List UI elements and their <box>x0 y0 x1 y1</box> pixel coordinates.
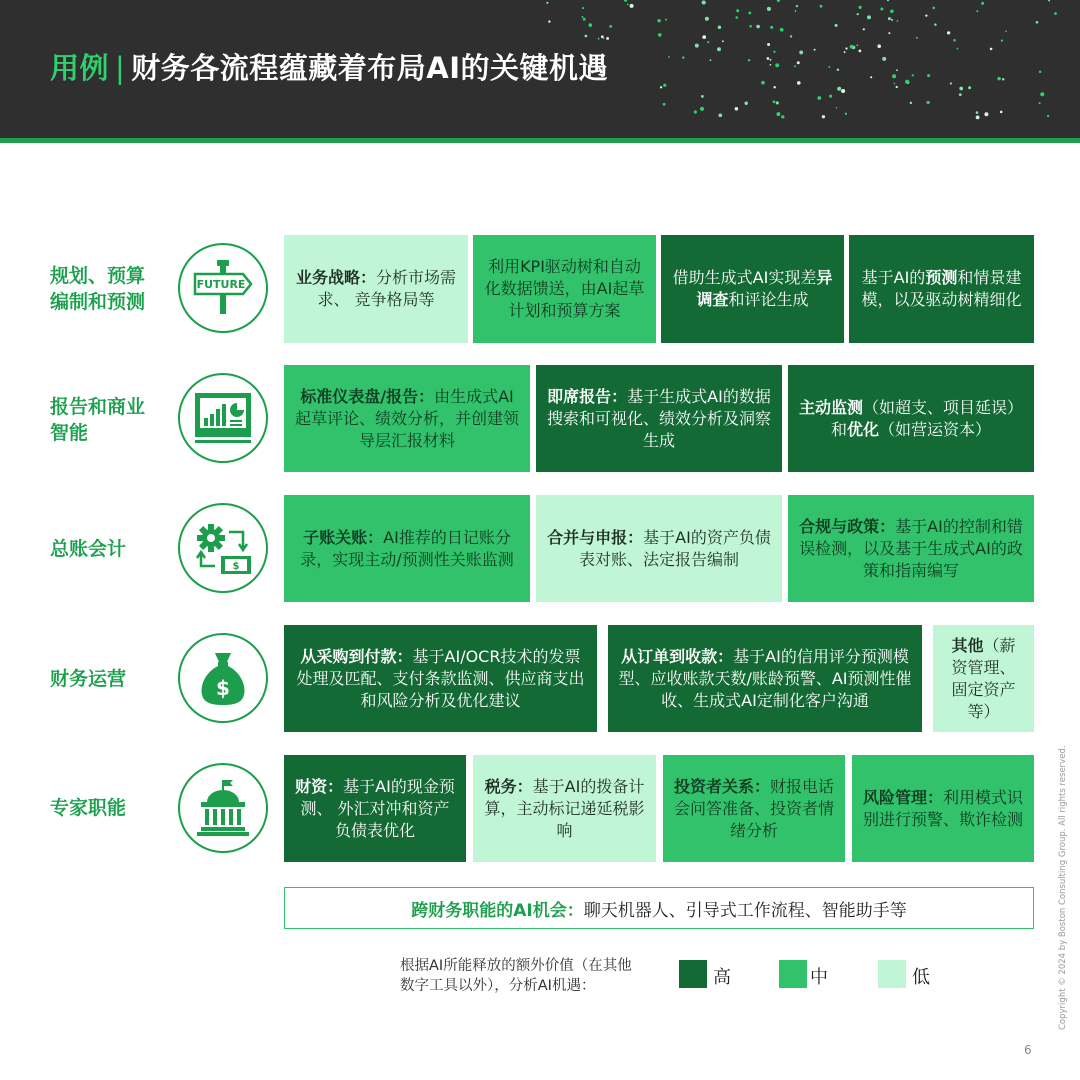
decor-dot <box>828 66 830 68</box>
decor-dot <box>624 0 627 2</box>
dashboard-report-icon <box>178 373 268 463</box>
decor-dot <box>836 107 838 109</box>
cross-functional-banner: 跨财务职能的AI机会：聊天机器人、引导式工作流程、智能助手等 <box>284 887 1034 929</box>
decor-dot <box>896 86 898 88</box>
decor-dot <box>748 59 750 61</box>
cell-adhoc-reporting: 即席报告：基于生成式AI的数据搜索和可视化、绩效分析及洞察生成 <box>536 365 782 472</box>
cell-compliance-policy: 合规与政策：基于AI的控制和错误检测，以及基于生成式AI的政策和指南编写 <box>788 495 1034 602</box>
decor-dot <box>748 11 751 14</box>
decor-dot <box>894 83 896 85</box>
decor-dot <box>959 87 963 91</box>
gear-money-cycle-icon <box>178 503 268 593</box>
decor-dot <box>896 69 898 71</box>
decor-dot <box>905 80 909 84</box>
decor-dot <box>777 0 780 2</box>
decor-dot <box>859 50 862 53</box>
decor-dot <box>910 102 913 105</box>
decor-dot <box>588 23 592 27</box>
decor-dot <box>776 101 779 104</box>
decor-dot <box>718 26 722 30</box>
decor-dot <box>796 5 798 7</box>
cell-subledger-close: 子账关账：AI推荐的日记账分录，实现主动/预测性关账监测 <box>284 495 530 602</box>
decor-dot <box>795 10 797 12</box>
cell-order-to-cash: 从订单到收款：基于AI的信用评分预测模型、应收账款天数/账龄预警、AI预测性催收、生成式AI定制化客户沟通 <box>608 625 922 732</box>
decor-dot <box>630 4 634 8</box>
cell-standard-dashboard: 标准仪表盘/报告：由生成式AI起草评论、绩效分析，并创建领导层汇报材料 <box>284 365 530 472</box>
decor-dot <box>601 35 604 38</box>
cell-procure-to-pay: 从采购到付款：基于AI/OCR技术的发票处理及匹配、支付条款监测、供应商支出和风险分析及优化建议 <box>284 625 597 732</box>
decor-dot <box>702 0 706 4</box>
decor-dot <box>927 74 930 77</box>
decor-dot <box>835 24 838 27</box>
decor-dot <box>705 17 709 21</box>
legend-label-low: 低 <box>912 967 930 988</box>
decor-dot <box>1036 21 1039 24</box>
decor-dot <box>707 41 709 43</box>
decor-dot <box>1039 71 1041 73</box>
cell-investor-relations: 投资者关系：财报电话会问答准备、投资者情绪分析 <box>663 755 845 862</box>
legend-swatch-low <box>878 960 906 988</box>
row-label-operations: 财务运营 <box>50 668 127 690</box>
decor-dot <box>888 32 890 34</box>
legend-label-medium: 中 <box>810 967 828 988</box>
decor-dot <box>1000 111 1003 114</box>
decor-dot <box>997 77 1000 80</box>
decor-dot <box>814 49 816 51</box>
decor-dot <box>701 95 704 98</box>
decor-dot <box>663 84 666 87</box>
decor-dot <box>606 37 609 40</box>
decor-dot <box>582 16 584 18</box>
decor-dot <box>934 23 937 26</box>
decor-dot <box>1040 92 1044 96</box>
decor-dot <box>668 56 670 58</box>
money-bag-icon <box>178 633 268 723</box>
decor-dot <box>887 0 889 1</box>
cell-variance-analysis: 借助生成式AI实现差异调查和评论生成 <box>661 235 844 343</box>
decor-dot <box>773 51 775 53</box>
svg-text:$: $ <box>216 676 230 700</box>
row-label-general-ledger: 总账会计 <box>50 538 127 560</box>
legend-swatch-medium <box>779 960 807 988</box>
decor-dot <box>627 3 629 5</box>
title-text: 财务各流程蕴藏着布局AI的关键机遇 <box>131 51 609 85</box>
decor-dot <box>1047 115 1049 117</box>
decor-dot <box>953 39 956 42</box>
decor-dot <box>882 57 886 61</box>
decor-dot <box>583 18 586 21</box>
decor-dot <box>770 26 773 29</box>
decor-dot <box>925 14 927 16</box>
decor-dot <box>981 2 984 5</box>
legend-label-high: 高 <box>713 967 731 988</box>
decor-dot <box>841 89 845 93</box>
decor-dot <box>1005 30 1007 32</box>
decor-dot <box>845 113 847 115</box>
decor-dot <box>976 10 978 12</box>
legend-note: 根据AI所能释放的额外价值（在其他数字工具以外），分析AI机遇： <box>400 958 632 994</box>
decor-dot <box>968 86 971 89</box>
cell-others: 其他（薪资管理、固定资产等） <box>933 625 1034 732</box>
decor-dot <box>932 7 935 10</box>
decor-dot <box>897 20 899 22</box>
decor-dot <box>890 9 894 13</box>
decor-dot <box>976 116 980 120</box>
decor-dot <box>767 57 770 60</box>
cell-tax: 税务：基于AI的拨备计算，主动标记递延税影响 <box>473 755 656 862</box>
row-label-expert-functions: 专家职能 <box>50 797 127 819</box>
decor-dot <box>857 13 859 15</box>
copyright-note: Copyright © 2024 by Boston Consulting Group. All rights reserved. <box>1058 745 1068 1030</box>
decor-dot <box>870 76 872 78</box>
decor-dot <box>829 95 832 98</box>
decor-dot <box>767 7 771 11</box>
cell-active-monitoring: 主动监测（如超支、项目延误）和优化（如营运资本） <box>788 365 1034 472</box>
decor-dot <box>546 2 548 4</box>
decor-dot <box>844 51 846 53</box>
decor-dot <box>1054 12 1057 15</box>
decor-dot <box>880 8 883 11</box>
cell-risk-management: 风险管理：利用模式识别进行预警、欺诈检测 <box>852 755 1034 862</box>
title-keyword: 用例 <box>50 51 110 85</box>
decor-dot <box>956 48 958 50</box>
decor-dot <box>598 38 600 40</box>
header-bar <box>0 0 1080 138</box>
decor-dot <box>658 33 662 37</box>
decor-dot <box>736 9 739 12</box>
decor-dot <box>790 35 792 37</box>
decor-dot <box>797 61 800 64</box>
decor-dot <box>947 31 950 34</box>
decor-dot <box>775 63 779 67</box>
decor-dot <box>892 74 896 78</box>
decor-dot <box>990 48 993 51</box>
header-divider <box>0 138 1080 143</box>
cell-treasury: 财资：基于AI的现金预测、 外汇对冲和资产负债表优化 <box>284 755 466 862</box>
decor-dot <box>761 81 765 85</box>
cell-forecast-scenario: 基于AI的预测和情景建模，以及驱动树精细化 <box>849 235 1034 343</box>
future-sign-text: FUTURE <box>196 278 246 291</box>
decor-dot <box>582 7 584 9</box>
decor-dot <box>694 110 697 113</box>
decor-dot <box>820 5 823 8</box>
decor-dot <box>718 113 722 117</box>
decor-dot <box>1039 102 1041 104</box>
decor-dot <box>799 50 803 54</box>
future-signpost-icon <box>178 243 268 333</box>
decor-dot <box>837 87 841 91</box>
decor-dot <box>663 103 666 106</box>
decor-dot <box>1001 39 1003 41</box>
decor-dot <box>735 107 739 111</box>
decor-dot <box>710 59 712 61</box>
decor-dot <box>916 37 918 39</box>
decor-dot <box>585 35 588 38</box>
page-title <box>50 46 608 87</box>
decor-dot <box>767 43 770 46</box>
decor-dot <box>780 28 784 32</box>
decor-dot <box>657 19 660 22</box>
decor-dot <box>863 28 865 30</box>
decor-dot <box>665 19 667 21</box>
decor-dot <box>717 47 721 51</box>
decor-dot <box>702 35 706 39</box>
decor-dot <box>856 44 858 46</box>
decor-dot <box>548 20 550 22</box>
decor-dot <box>773 86 775 88</box>
decor-dot <box>660 86 662 88</box>
title-separator: | <box>115 51 126 85</box>
decor-dot <box>756 25 760 29</box>
decor-dot <box>1048 0 1050 2</box>
decor-dot <box>609 25 612 28</box>
decor-dot <box>877 44 881 48</box>
decor-dot <box>976 111 979 114</box>
decor-dot <box>682 56 684 58</box>
decor-dot <box>926 101 929 104</box>
decor-dot <box>888 17 891 20</box>
decor-dot <box>959 93 962 96</box>
row-label-reporting: 报告和商业 智能 <box>50 396 146 444</box>
decor-dot <box>850 45 854 49</box>
decor-dot <box>867 15 871 19</box>
decor-dot <box>776 112 780 116</box>
row-label-planning: 规划、预算 编制和预测 <box>50 265 146 313</box>
page-number: 6 <box>1024 1043 1032 1057</box>
cell-kpi-driver-tree: 利用KPI驱动树和自动化数据馈送，由AI起草计划和预算方案 <box>473 235 656 343</box>
decor-dot <box>781 115 784 118</box>
legend-swatch-high <box>679 960 707 988</box>
decor-dot <box>735 16 738 19</box>
decor-dot <box>700 107 704 111</box>
decor-dot <box>984 112 988 116</box>
decor-dot <box>837 68 840 71</box>
cell-consolidation: 合并与申报：基于AI的资产负债表对账、法定报告编制 <box>536 495 782 602</box>
decor-dot <box>722 40 724 42</box>
cell-business-strategy: 业务战略：分析市场需求、 竞争格局等 <box>284 235 468 343</box>
decor-dot <box>822 115 825 118</box>
decor-dot <box>770 59 772 61</box>
decor-dot <box>797 81 801 85</box>
decor-dot <box>891 19 893 21</box>
decor-dot <box>770 64 772 66</box>
institution-building-icon <box>178 763 268 853</box>
decor-dot <box>845 47 847 49</box>
svg-text:$: $ <box>232 561 240 572</box>
decor-dot <box>1002 78 1005 81</box>
decor-dot <box>912 74 914 76</box>
decor-dot <box>773 101 776 104</box>
decor-dot <box>794 65 796 67</box>
decor-dot <box>858 6 861 9</box>
decor-dot <box>695 44 699 48</box>
decor-dot <box>744 101 747 104</box>
decor-dot <box>817 96 821 100</box>
decor-dot <box>749 25 752 28</box>
decor-dot <box>950 82 952 84</box>
